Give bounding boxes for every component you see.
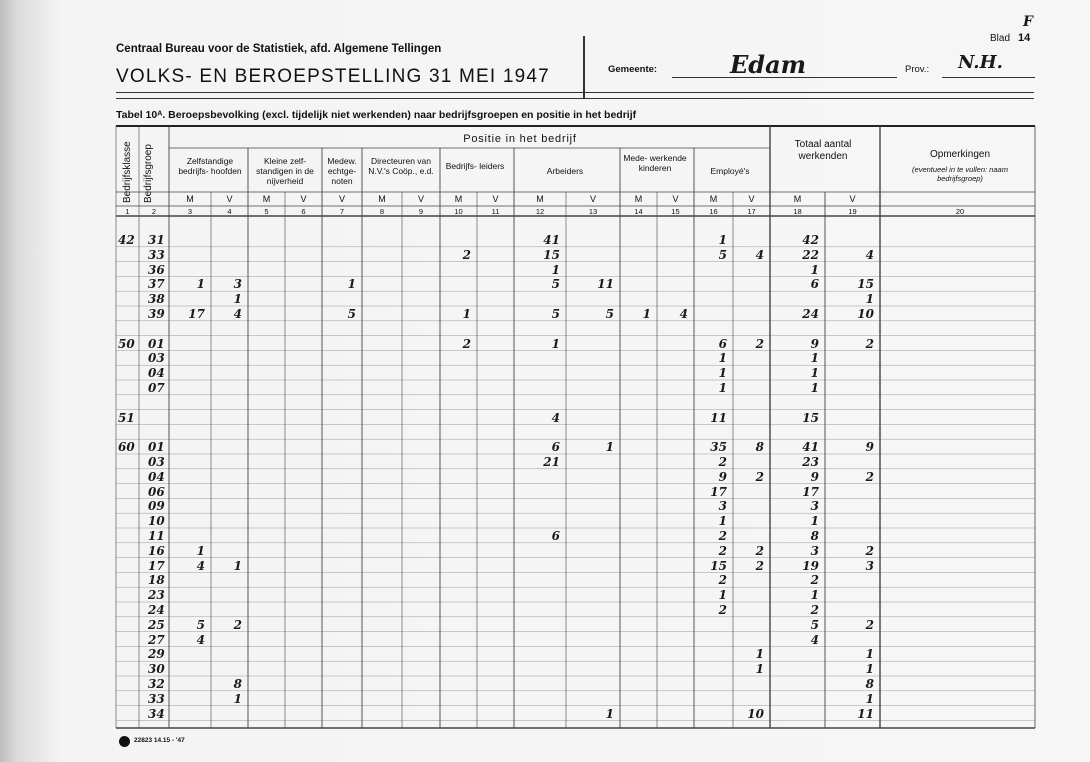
mv-heading-v: V xyxy=(748,194,755,204)
cell-col-17: 2 xyxy=(755,558,764,573)
mv-heading-v: V xyxy=(492,194,499,204)
cell-col-3: 4 xyxy=(196,558,205,573)
mv-heading-m: M xyxy=(454,194,463,204)
mv-heading-v: V xyxy=(589,194,596,204)
bureau-line: Centraal Bureau voor de Statistiek, afd. Algemene Tellingen xyxy=(116,43,442,55)
print-code: 22823 14.15 - '47 xyxy=(134,737,185,744)
cell-col-19: 9 xyxy=(865,440,874,455)
census-title: VOLKS- EN BEROEPSTELLING 31 MEI 1947 xyxy=(116,66,550,87)
column-number: 8 xyxy=(379,207,385,216)
mv-heading-v: V xyxy=(417,194,424,204)
cell-col-16: 2 xyxy=(718,543,727,558)
bedrijfsgroep-value: 33 xyxy=(148,247,165,262)
cell-col-4: 1 xyxy=(233,292,242,307)
bedrijfsgroep-value: 32 xyxy=(148,677,165,691)
cell-col-7: 5 xyxy=(347,307,356,321)
cell-col-13: 5 xyxy=(605,307,614,321)
bedrijfsgroep-value: 38 xyxy=(148,292,165,307)
printer-logo-icon xyxy=(119,736,130,747)
column-number: 14 xyxy=(634,207,643,216)
col-medewerkende-kinderen: Mede- werkende kinderen xyxy=(623,153,687,173)
cell-col-19: 3 xyxy=(865,558,874,573)
bedrijfsgroep-value: 25 xyxy=(148,617,165,632)
bedrijfsgroep-value: 31 xyxy=(148,233,165,247)
cell-col-17: 10 xyxy=(747,706,764,721)
column-number: 15 xyxy=(671,207,680,216)
cell-col-19: 15 xyxy=(857,277,874,292)
cell-col-16: 6 xyxy=(718,336,727,351)
column-number: 3 xyxy=(187,207,193,216)
blad-mark: F xyxy=(1023,14,1033,30)
bedrijfsgroep-value: 36 xyxy=(148,262,165,277)
cell-col-16: 2 xyxy=(718,573,727,588)
cell-col-12: 6 xyxy=(551,529,560,543)
cell-col-17: 2 xyxy=(755,543,764,558)
cell-col-19: 2 xyxy=(865,336,874,351)
cell-col-3: 5 xyxy=(196,617,205,632)
bedrijfsgroep-value: 11 xyxy=(148,529,165,543)
column-number: 12 xyxy=(535,207,545,216)
cell-col-17: 8 xyxy=(755,440,764,455)
column-number: 2 xyxy=(151,207,157,216)
cell-col-16: 1 xyxy=(718,351,727,366)
cell-col-19: 11 xyxy=(857,706,874,721)
cell-col-18: 1 xyxy=(810,351,819,366)
column-number: 10 xyxy=(454,207,463,216)
col-zelfstandige: Zelfstandige bedrijfs- hoofden xyxy=(178,156,242,176)
cell-col-17: 1 xyxy=(755,647,764,662)
cell-col-18: 1 xyxy=(810,262,819,277)
bedrijfsklasse-value: 51 xyxy=(118,410,135,425)
column-number: 13 xyxy=(588,207,598,216)
cell-col-12: 21 xyxy=(543,455,560,469)
cell-col-12: 15 xyxy=(543,247,560,262)
prov-label: Prov.: xyxy=(905,64,930,75)
cell-col-19: 4 xyxy=(865,247,874,262)
col-positie: Positie in het bedrijf xyxy=(463,133,577,145)
prov-value: N.H. xyxy=(958,52,1003,73)
cell-col-17: 1 xyxy=(755,662,764,677)
cell-col-16: 17 xyxy=(710,484,727,499)
column-number: 6 xyxy=(301,207,306,216)
cell-col-16: 3 xyxy=(718,499,727,514)
blad-number: 14 xyxy=(1018,32,1031,44)
cell-col-19: 2 xyxy=(865,617,874,632)
cell-col-10: 2 xyxy=(462,247,471,262)
cell-col-16: 5 xyxy=(718,247,727,262)
mv-heading-m: M xyxy=(793,194,802,204)
blad-label: Blad xyxy=(990,33,1011,44)
mv-heading-v: V xyxy=(300,194,307,204)
bedrijfsgroep-value: 16 xyxy=(148,543,165,558)
cell-col-12: 41 xyxy=(543,233,560,247)
cell-col-12: 5 xyxy=(551,277,560,292)
col-opmerkingen: Opmerkingen xyxy=(929,149,991,160)
col-kleine-zelfstandigen: Kleine zelf- standigen in de nijverheid xyxy=(256,156,314,186)
cell-col-4: 4 xyxy=(233,307,242,321)
cell-col-4: 1 xyxy=(233,558,242,573)
column-number: 4 xyxy=(227,207,232,216)
bedrijfsgroep-value: 06 xyxy=(148,484,165,499)
cell-col-3: 1 xyxy=(196,543,205,558)
col-employes: Employé's xyxy=(710,166,750,176)
cell-col-18: 42 xyxy=(802,233,819,247)
cell-col-3: 4 xyxy=(196,632,205,647)
cell-col-3: 17 xyxy=(188,307,205,321)
cell-col-4: 3 xyxy=(233,277,242,292)
bedrijfsgroep-value: 07 xyxy=(148,381,165,395)
cell-col-12: 6 xyxy=(551,440,560,455)
bedrijfsklasse-value: 50 xyxy=(118,336,135,351)
cell-col-10: 1 xyxy=(462,307,471,321)
cell-col-18: 22 xyxy=(802,247,819,262)
cell-col-13: 1 xyxy=(605,440,614,455)
cell-col-7: 1 xyxy=(347,277,356,292)
col-medew-echtgenoten: Medew. echtge- noten xyxy=(327,156,357,186)
cell-col-16: 1 xyxy=(718,514,727,529)
col-arbeiders: Arbeiders xyxy=(546,166,584,176)
cell-col-16: 15 xyxy=(710,558,727,573)
cell-col-18: 6 xyxy=(810,277,819,292)
mv-heading-m: M xyxy=(634,194,643,204)
mv-heading-m: M xyxy=(262,194,271,204)
gemeente-value: Edam xyxy=(730,50,807,79)
cell-col-15: 4 xyxy=(679,307,688,321)
cell-col-4: 8 xyxy=(233,677,242,691)
column-number: 9 xyxy=(418,207,424,216)
bedrijfsgroep-value: 37 xyxy=(148,277,165,292)
bedrijfsgroep-value: 34 xyxy=(148,706,165,721)
cell-col-18: 1 xyxy=(810,381,819,395)
col-bedrijfsleiders: Bedrijfs- leiders xyxy=(445,161,505,171)
cell-col-13: 1 xyxy=(605,706,614,721)
cell-col-16: 1 xyxy=(718,588,727,603)
cell-col-18: 1 xyxy=(810,366,819,381)
cell-col-16: 2 xyxy=(718,455,727,469)
cell-col-19: 1 xyxy=(865,691,874,706)
bedrijfsgroep-value: 04 xyxy=(148,366,165,381)
cell-col-14: 1 xyxy=(642,307,651,321)
cell-col-16: 1 xyxy=(718,366,727,381)
cell-col-18: 2 xyxy=(810,573,819,588)
cell-col-18: 4 xyxy=(810,632,819,647)
cell-col-18: 5 xyxy=(810,617,819,632)
col-opmerkingen-sub: (eventueel in te vullen: naam bedrijfsgroep) xyxy=(912,165,1008,183)
cell-col-16: 9 xyxy=(718,469,727,484)
col-bedrijfsklasse: Bedrijfsklasse xyxy=(122,141,133,203)
cell-col-4: 2 xyxy=(233,617,242,632)
cell-col-16: 11 xyxy=(710,410,727,425)
bedrijfsgroep-value: 33 xyxy=(148,691,165,706)
column-number: 18 xyxy=(793,207,802,216)
cell-col-10: 2 xyxy=(462,336,471,351)
cell-col-12: 4 xyxy=(551,410,560,425)
column-number: 11 xyxy=(491,207,500,216)
cell-col-13: 11 xyxy=(597,277,614,292)
cell-col-18: 9 xyxy=(810,336,819,351)
cell-col-16: 1 xyxy=(718,381,727,395)
bedrijfsgroep-value: 09 xyxy=(148,499,165,514)
column-number: 19 xyxy=(848,207,857,216)
cell-col-4: 1 xyxy=(233,691,242,706)
cell-col-17: 2 xyxy=(755,469,764,484)
bedrijfsgroep-value: 24 xyxy=(148,603,165,617)
cell-col-18: 23 xyxy=(802,455,819,469)
bedrijfsgroep-value: 18 xyxy=(148,573,165,588)
mv-heading-m: M xyxy=(536,194,544,204)
mv-heading-v: V xyxy=(849,194,856,204)
cell-col-12: 5 xyxy=(551,307,560,321)
cell-col-18: 9 xyxy=(810,469,819,484)
bedrijfsgroep-value: 29 xyxy=(148,647,165,662)
cell-col-19: 1 xyxy=(865,662,874,677)
mv-heading-v: V xyxy=(338,194,345,204)
mv-heading-m: M xyxy=(186,194,194,204)
column-number: 7 xyxy=(339,207,345,216)
bedrijfsgroep-value: 23 xyxy=(148,588,165,603)
column-number: 1 xyxy=(125,207,130,216)
cell-col-18: 15 xyxy=(802,410,819,425)
bedrijfsgroep-value: 27 xyxy=(148,632,165,647)
bedrijfsklasse-value: 42 xyxy=(118,233,135,247)
cell-col-3: 1 xyxy=(196,277,205,292)
cell-col-18: 3 xyxy=(810,543,819,558)
cell-col-19: 8 xyxy=(865,677,874,691)
cell-col-16: 1 xyxy=(718,233,727,247)
cell-col-19: 10 xyxy=(857,307,874,321)
gemeente-label: Gemeente: xyxy=(608,64,658,75)
bedrijfsgroep-value: 04 xyxy=(148,469,165,484)
column-number: 16 xyxy=(709,207,718,216)
bedrijfsgroep-value: 01 xyxy=(148,440,165,455)
cell-col-19: 2 xyxy=(865,543,874,558)
mv-heading-m: M xyxy=(709,194,718,204)
table-title: Tabel 10ᴬ. Beroepsbevolking (excl. tijdelijk niet werkenden) naar bedrijfsgroepen en positie in het bedrijf xyxy=(116,109,637,121)
cell-col-12: 1 xyxy=(551,262,560,277)
cell-col-19: 2 xyxy=(865,469,874,484)
col-directeuren: Directeuren van N.V.'s Coöp., e.d. xyxy=(368,156,434,176)
cell-col-18: 24 xyxy=(802,307,819,321)
cell-col-18: 19 xyxy=(802,558,819,573)
bedrijfsgroep-value: 30 xyxy=(148,662,165,677)
bedrijfsgroep-value: 01 xyxy=(148,336,165,351)
cell-col-17: 2 xyxy=(755,336,764,351)
column-number: 20 xyxy=(955,207,965,216)
column-number: 17 xyxy=(747,207,756,216)
cell-col-18: 1 xyxy=(810,514,819,529)
col-totaal: Totaal aantal werkenden xyxy=(794,139,852,162)
cell-col-16: 2 xyxy=(718,529,727,543)
cell-col-17: 4 xyxy=(755,247,764,262)
cell-col-19: 1 xyxy=(865,647,874,662)
cell-col-19: 1 xyxy=(865,292,874,307)
column-number: 5 xyxy=(264,207,269,216)
cell-col-18: 3 xyxy=(810,499,819,514)
cell-col-18: 2 xyxy=(810,603,819,617)
bedrijfsgroep-value: 39 xyxy=(148,307,165,321)
bedrijfsgroep-value: 03 xyxy=(148,351,165,366)
cell-col-18: 17 xyxy=(802,484,819,499)
cell-col-16: 2 xyxy=(718,603,727,617)
col-bedrijfsgroep: Bedrijfsgroep xyxy=(143,144,154,203)
cell-col-18: 8 xyxy=(810,529,819,543)
mv-heading-m: M xyxy=(378,194,386,204)
bedrijfsklasse-value: 60 xyxy=(118,440,135,455)
bedrijfsgroep-value: 03 xyxy=(148,455,165,469)
mv-heading-v: V xyxy=(226,194,233,204)
cell-col-18: 1 xyxy=(810,588,819,603)
cell-col-18: 41 xyxy=(802,440,819,455)
cell-col-16: 35 xyxy=(710,440,727,455)
cell-col-12: 1 xyxy=(551,336,560,351)
bedrijfsgroep-value: 10 xyxy=(148,514,165,529)
mv-heading-v: V xyxy=(672,194,679,204)
bedrijfsgroep-value: 17 xyxy=(148,558,165,573)
